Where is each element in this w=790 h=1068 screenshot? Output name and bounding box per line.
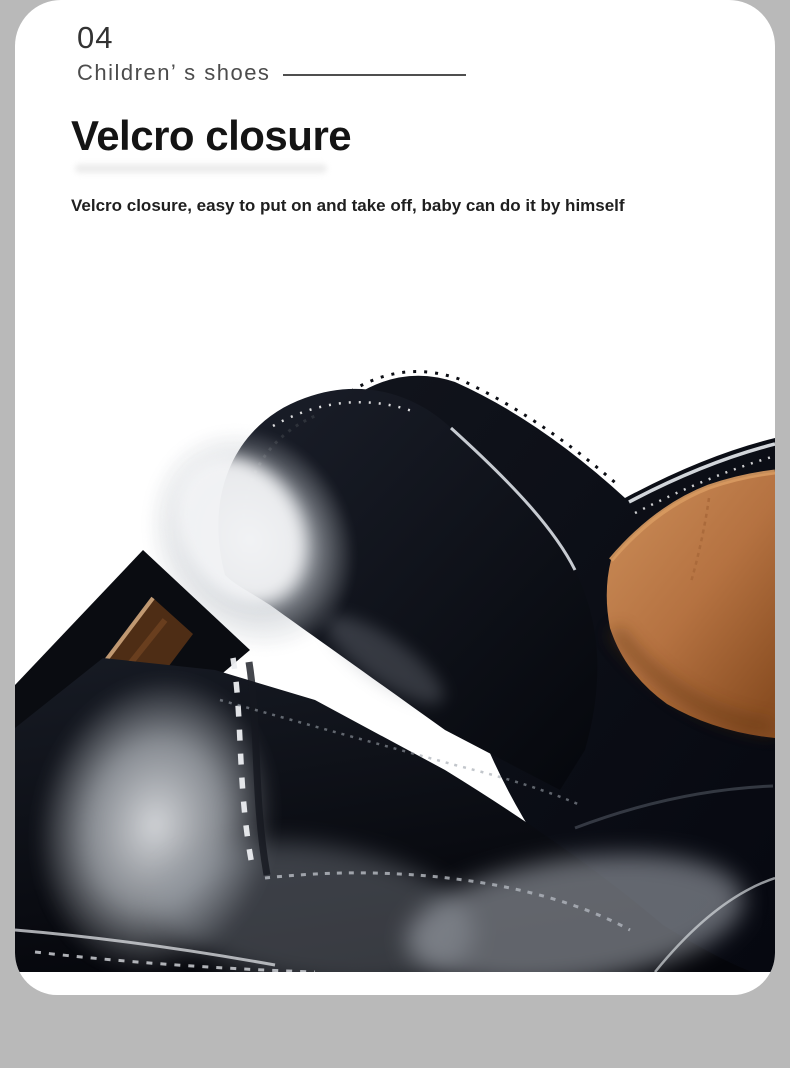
- section-header: [77, 60, 466, 86]
- section-label: Children’ s shoes: [77, 60, 271, 85]
- feature-title: Velcro closure: [71, 112, 352, 159]
- feature-description: Velcro closure, easy to put on and take off, baby can do it by himself: [71, 196, 625, 215]
- product-card: [15, 0, 775, 995]
- feature-title-shadow: [75, 164, 327, 173]
- section-divider-line: [283, 74, 466, 76]
- product-photo-velcro-shoe: [15, 230, 775, 972]
- section-number: 04: [77, 20, 114, 55]
